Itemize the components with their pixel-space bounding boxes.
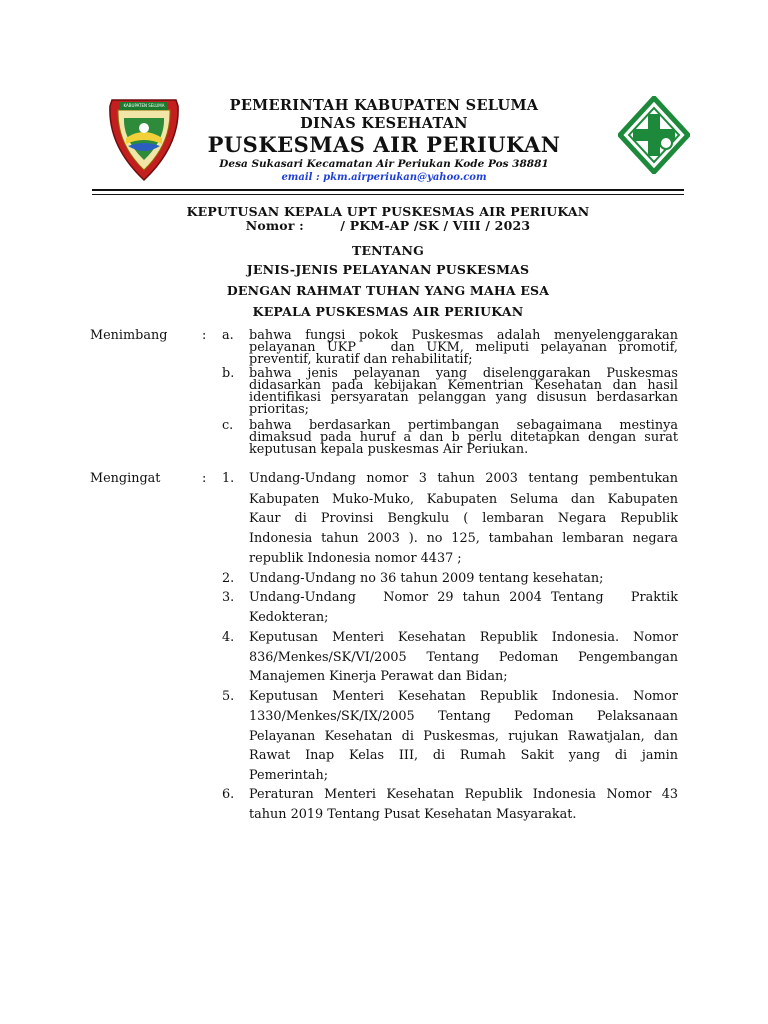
menimbang-b-line-2: didasarkan pada kebijakan Kementrian Kesehatan dan hasil xyxy=(249,378,678,393)
mengingat-marker-1: 1. xyxy=(222,471,235,486)
mengingat-5-line-1: Keputusan Menteri Kesehatan Republik Indonesia. Nomor xyxy=(249,689,678,704)
mengingat-1-line-4: Indonesia tahun 2003 ). no 125, tambahan lembaran negara xyxy=(249,531,678,546)
mengingat-2-line-1: Undang-Undang no 36 tahun 2009 tentang kesehatan; xyxy=(249,571,604,586)
menimbang-b-line-1: bahwa jenis pelayanan yang diselenggarakan Puskesmas xyxy=(249,366,678,381)
mengingat-3-line-2: Kedokteran; xyxy=(249,610,329,625)
decree-subject: JENIS-JENIS PELAYANAN PUSKESMAS xyxy=(246,262,530,277)
menimbang-b-line-4: prioritas; xyxy=(249,402,309,417)
letterhead-government: PEMERINTAH KABUPATEN SELUMA xyxy=(229,97,539,114)
menimbang-c-line-2: dimaksud pada huruf a dan b perlu ditetapkan dengan surat xyxy=(249,430,678,445)
mengingat-3-line-1: Undang-Undang Nomor 29 tahun 2004 Tentang Praktik xyxy=(249,590,678,605)
mengingat-label: Mengingat xyxy=(90,471,161,486)
mengingat-marker-2: 2. xyxy=(222,571,235,586)
menimbang-c-line-1: bahwa berdasarkan pertimbangan sebagaimana mestinya xyxy=(249,418,678,433)
mengingat-marker-6: 6. xyxy=(222,787,235,802)
letterhead-puskesmas: PUSKESMAS AIR PERIUKAN xyxy=(207,132,561,157)
letterhead-rule-thick xyxy=(92,189,684,191)
menimbang-a-line-1: bahwa fungsi pokok Puskesmas adalah menyelenggarakan xyxy=(249,328,678,343)
logo-caption: KABUPATEN SELUMA xyxy=(123,103,165,108)
mengingat-4-line-1: Keputusan Menteri Kesehatan Republik Indonesia. Nomor xyxy=(249,630,678,645)
mengingat-marker-3: 3. xyxy=(222,590,235,605)
mengingat-1-line-5: republik Indonesia nomor 4437 ; xyxy=(249,551,462,566)
puskesmas-logo xyxy=(618,96,690,174)
mengingat-5-line-4: Rawat Inap Kelas III, di Rumah Sakit yang di jamin xyxy=(249,748,678,763)
letterhead-agency: DINAS KESEHATAN xyxy=(300,115,468,132)
mengingat-4-line-2: 836/Menkes/SK/VI/2005 Tentang Pedoman Pengembangan xyxy=(249,650,678,665)
menimbang-marker-c: c. xyxy=(222,418,234,433)
mengingat-colon: : xyxy=(202,471,207,486)
menimbang-colon: : xyxy=(202,328,207,343)
letterhead-rule-thin xyxy=(92,194,684,195)
mengingat-5-line-3: Pelayanan Kesehatan di Puskesmas, rujukan Rawatjalan, dan xyxy=(249,729,678,744)
mengingat-1-line-1: Undang-Undang nomor 3 tahun 2003 tentang pembentukan xyxy=(249,471,678,486)
menimbang-b-line-3: identifikasi persyaratan pelanggan yang disusun berdasarkan xyxy=(249,390,678,405)
menimbang-c-line-3: keputusan kepala puskesmas Air Periukan. xyxy=(249,442,529,457)
menimbang-marker-a: a. xyxy=(222,328,234,343)
mengingat-marker-5: 5. xyxy=(222,689,235,704)
menimbang-a-line-2: pelayanan UKP dan UKM, meliputi pelayanan promotif, xyxy=(249,340,678,355)
mengingat-5-line-2: 1330/Menkes/SK/IX/2005 Tentang Pedoman Pelaksanaan xyxy=(249,709,678,724)
mengingat-1-line-3: Kaur di Provinsi Bengkulu ( lembaran Negara Republik xyxy=(249,511,678,526)
menimbang-label: Menimbang xyxy=(90,328,168,343)
decree-title: KEPUTUSAN KEPALA UPT PUSKESMAS AIR PERIUKAN xyxy=(186,204,590,219)
decree-grace: DENGAN RAHMAT TUHAN YANG MAHA ESA xyxy=(226,283,550,298)
mengingat-4-line-3: Manajemen Kinerja Perawat dan Bidan; xyxy=(249,669,508,684)
decree-head: KEPALA PUSKESMAS AIR PERIUKAN xyxy=(252,304,524,319)
mengingat-6-line-1: Peraturan Menteri Kesehatan Republik Indonesia Nomor 43 xyxy=(249,787,678,802)
mengingat-5-line-5: Pemerintah; xyxy=(249,768,329,783)
mengingat-1-line-2: Kabupaten Muko-Muko, Kabupaten Seluma dan Kabupaten xyxy=(249,492,678,507)
decree-tentang: TENTANG xyxy=(351,243,425,258)
mengingat-6-line-2: tahun 2019 Tentang Pusat Kesehatan Masyarakat. xyxy=(249,807,577,822)
mengingat-marker-4: 4. xyxy=(222,630,235,645)
decree-number: Nomor : / PKM-AP /SK / VIII / 2023 xyxy=(245,218,531,233)
letterhead-address: Desa Sukasari Kecamatan Air Periukan Kode Pos 38881 xyxy=(219,158,549,170)
letterhead-email: email : pkm.airperiukan@yahoo.com xyxy=(281,172,487,183)
menimbang-a-line-3: preventif, kuratif dan rehabilitatif; xyxy=(249,352,473,367)
menimbang-marker-b: b. xyxy=(222,366,235,381)
